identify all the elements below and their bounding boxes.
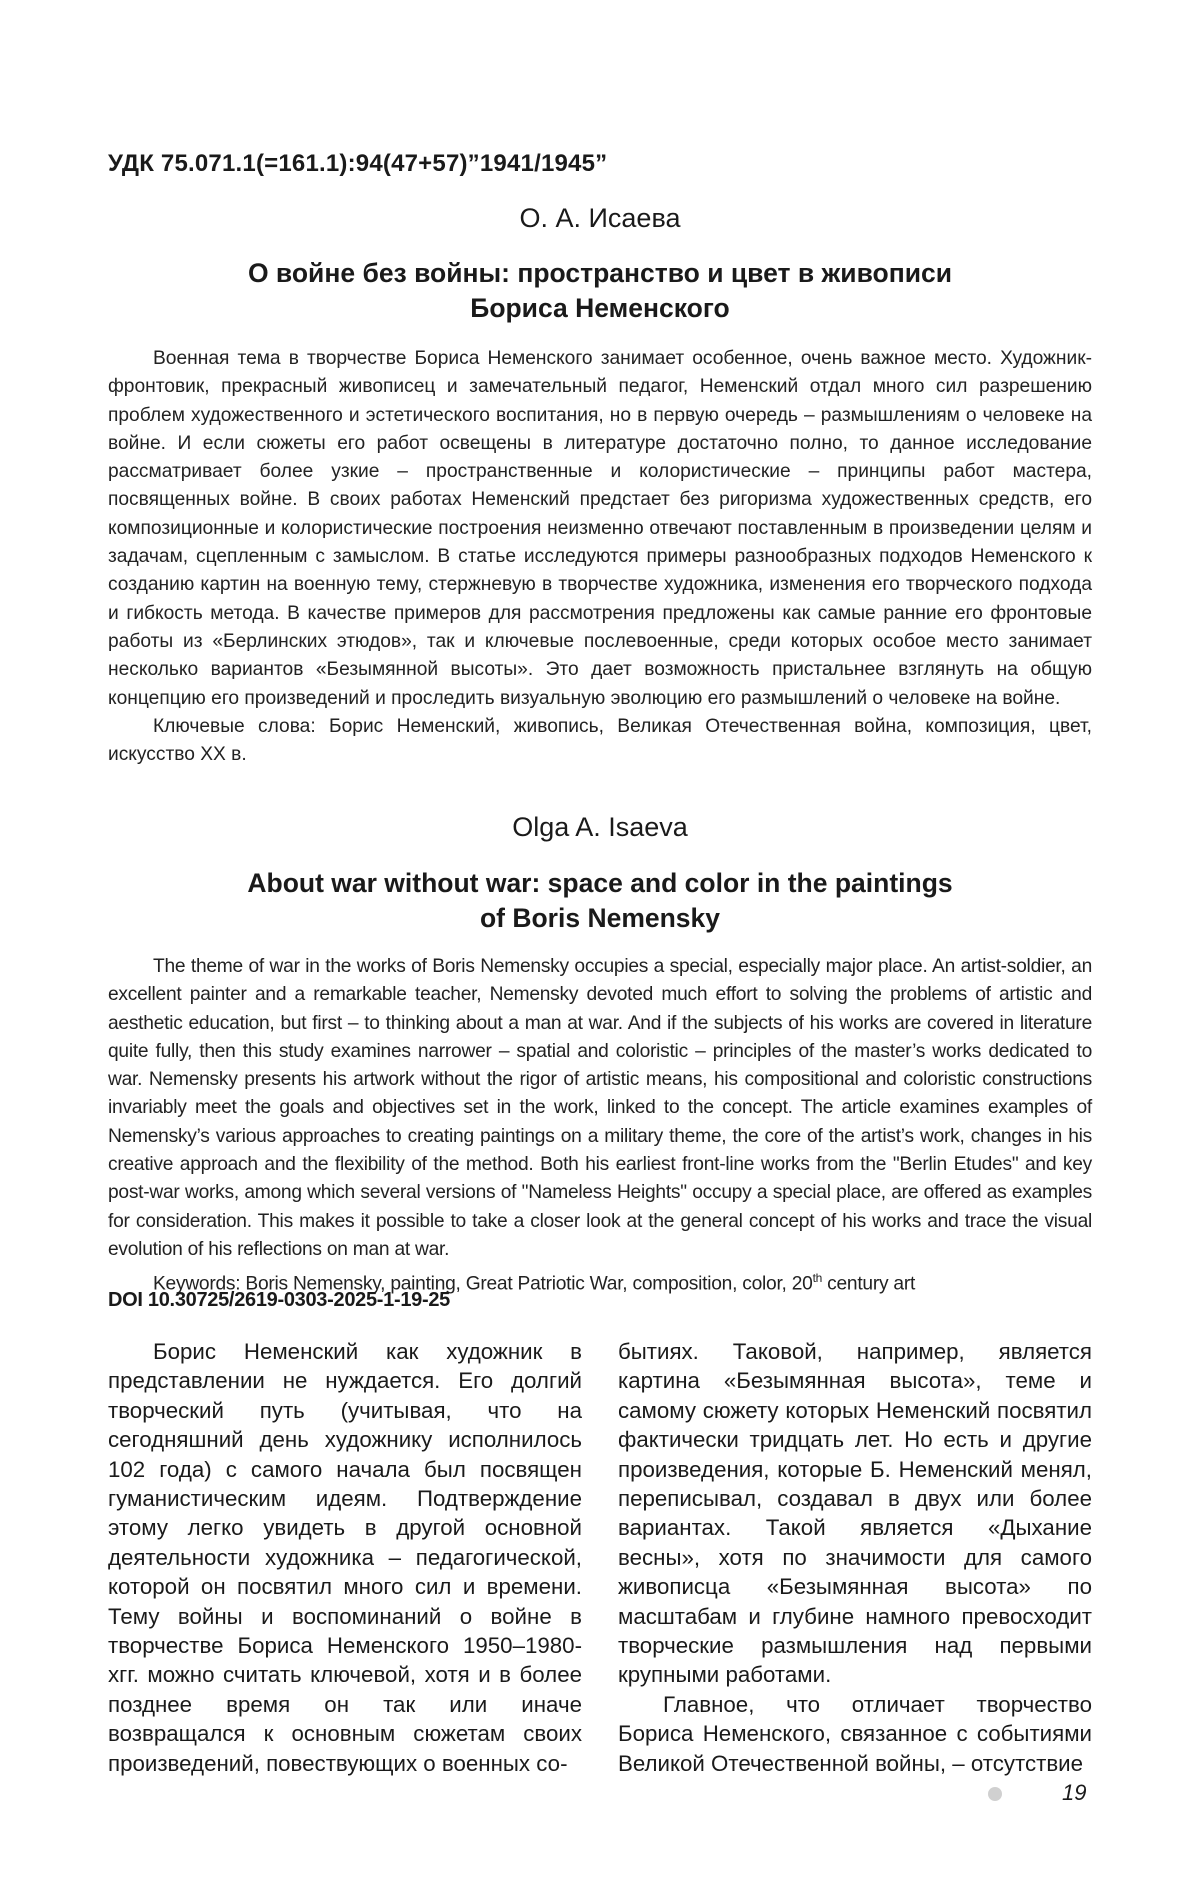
body-paragraph: Главное, что отличает творчество Бориса Неменского, связанное с событиями Великой Отечественной войны, – отсутствие [618, 1691, 1092, 1776]
article-title-en [150, 866, 1050, 936]
body-column-left [108, 1337, 582, 1778]
keywords-ru: Ключевые слова: Борис Неменский, живопись, Великая Отечественная война, композиция, цвет, искусство XX в. [108, 715, 1092, 766]
title-en-line-1: About war without war: space and color in the paintings [247, 868, 953, 898]
doi-link[interactable]: DOI 10.30725/2619-0303-2025-1-19-25 [108, 1289, 450, 1311]
body-paragraph-continued: бытиях. Таковой, например, является картина «Безымянная высота», теме и самому сюжету которых Неменский посвятил фактически тридцать лет. Но есть и другие произведения, которые Б. Неменский менял, переписывал, создавал в двух или более вариантах. Такой является «Дыхание весны», хотя по значимости для самого живописца «Безымянная высота» по масштабам и глубине намного превосходит творческие размышления над первыми крупными работами. [618, 1339, 1092, 1688]
title-ru-line-2: Бориса Неменского [470, 293, 730, 323]
page-number: 19 [1062, 1780, 1087, 1805]
author-name-ru: О. А. Исаева [519, 203, 681, 233]
keywords-en-text: Keywords: Boris Nemensky, painting, Great Patriotic War, composition, color, 20 [153, 1273, 813, 1295]
abstract-ru [108, 345, 1092, 769]
title-en-line-2: of Boris Nemensky [479, 903, 721, 933]
body-column-right [618, 1337, 1092, 1778]
article-title-ru [150, 256, 1050, 326]
abstract-ru-text: Военная тема в творчестве Бориса Неменского занимает особенное, очень важное место. Художник-фронтовик, прекрасный живописец и замечательный педагог, Неменский отдал много сил разрешению проблем художественного и эстетического воспитания, но в первую очередь – размышлениям о человеке на войне. И если сюжеты его работ освещены в литературе достаточно полно, то данное исследование рассматривает более узкие – пространственные и колористические – принципы работ мастера, посвященных войне. В своих работах Неменский предстает без ригоризма художественных средств, его композиционные и колористические построения неизменно отвечают поставленным в произведении целям и задачам, сцепленным с замыслом. В статье исследуются примеры разнообразных подходов Неменского к созданию картин на военную тему, стержневую в творчестве художника, изменения его творческого подхода и гибкость метода. В качестве примеров для рассмотрения предложены как самые ранние его фронтовые работы из «Берлинских этюдов», так и ключевые послевоенные, среди которых особое место занимает несколько вариантов «Безымянной высоты». Это дает возможность пристальнее взглянуть на общую концепцию его произведений и проследить визуальную эволюцию его размышлений о человеке на войне. [108, 348, 1092, 709]
keywords-en-sup: th [812, 1271, 823, 1286]
keywords-en-text-end: century art [822, 1273, 916, 1295]
udk-code: УДК 75.071.1(=161.1):94(47+57)”1941/1945” [108, 150, 608, 177]
author-name-en: Olga A. Isaeva [512, 812, 688, 842]
title-ru-line-1: О войне без войны: пространство и цвет в живописи [247, 258, 953, 288]
abstract-en [108, 953, 1092, 1299]
footer-dot-icon [988, 1787, 1002, 1801]
abstract-en-text: The theme of war in the works of Boris Nemensky occupies a special, especially major place. An artist-soldier, an excellent painter and a remarkable teacher, Nemensky devoted much effort to solving the problems of artistic and aesthetic education, but first – to thinking about a man at war. And if the subjects of his works are covered in literature quite fully, then this study examines narrower – spatial and coloristic – principles of the master’s works dedicated to war. Nemensky presents his artwork without the rigor of artistic means, his compositional and coloristic constructions invariably meet the goals and objectives set in the work, linked to the concept. The article examines examples of Nemensky’s various approaches to creating paintings on a military theme, the core of the artist’s work, changes in his creative approach and the flexibility of the method. Both his earliest front-line works from the "Berlin Etudes" and key post-war works, among which several versions of "Nameless Heights" occupy a special place, are offered as examples for consideration. This makes it possible to take a closer look at the general concept of his works and trace the visual evolution of his reflections on man at war. [108, 956, 1092, 1260]
body-paragraph: Борис Неменский как художник в представлении не нуждается. Его долгий творческий путь (учитывая, что на сегодняшний день художнику исполнилось 102 года) с самого начала был посвящен гуманистическим идеям. Подтверждение этому легко увидеть в другой основной деятельности художника – педагогической, которой он посвятил много сил и времени. Тему войны и воспоминаний о войне в творчестве Бориса Неменского 1950–1980-хгг. можно считать ключевой, хотя и в более позднее время он так или иначе возвращался к основным сюжетам своих произведений, повествующих о военных со- [108, 1339, 582, 1776]
